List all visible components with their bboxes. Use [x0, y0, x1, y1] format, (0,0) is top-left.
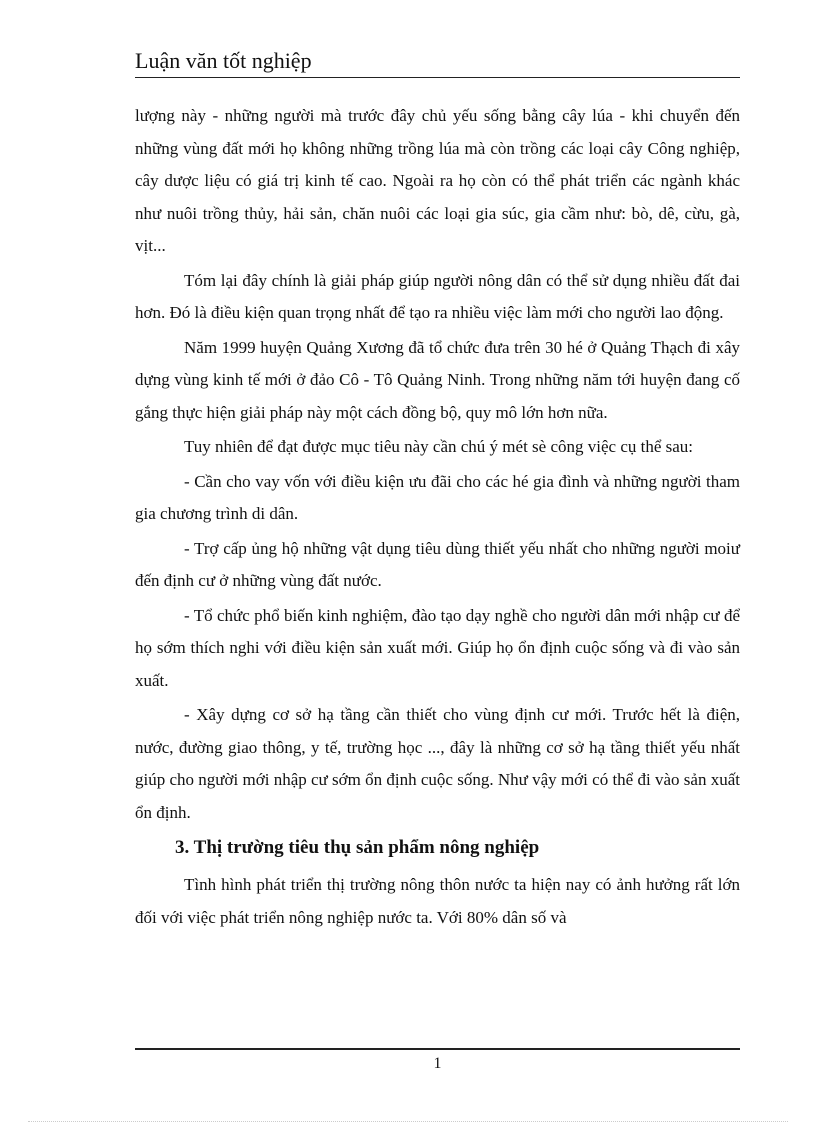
- page-number: 1: [433, 1055, 442, 1072]
- list-item-infrastructure: - Xây dựng cơ sở hạ tầng cần thiết cho vùng định cư mới. Trước hết là điện, nước, đường giao thông, y tế, trường học ..., đây là những cơ sở hạ tầng thiết yếu nhất giúp cho người mới nhập cư sớm ổn định cuộc sống. Như vậy mới có thể đi vào sản xuất ổn định.: [135, 705, 740, 822]
- list-item-subsidy: - Trợ cấp ủng hộ những vật dụng tiêu dùng thiết yếu nhất cho những người moiư đến định cư ở những vùng đất nước.: [135, 538, 740, 590]
- paragraph-quang-xuong: Năm 1999 huyện Quảng Xương đã tổ chức đưa trên 30 hé ở Quảng Thạch đi xây dựng vùng kinh tế mới ở đảo Cô - Tô Quảng Ninh. Trong những năm tới huyện đang cố gắng thực hiện giải pháp này một cách đồng bộ, quy mô lớn hơn nữa.: [135, 337, 740, 422]
- list-item-loans: - Cần cho vay vốn với điều kiện ưu đãi cho các hé gia đình và những người tham gia chương trình di dân.: [135, 471, 740, 523]
- section-heading: 3. Thị trường tiêu thụ sản phẩm nông nghiệp: [175, 837, 540, 858]
- list-item-training: - Tổ chức phổ biến kinh nghiệm, đào tạo dạy nghề cho người dân mới nhập cư để họ sớm thích nghi với điều kiện sản xuất mới. Giúp họ ổn định cuộc sống và đi vào sản xuất.: [135, 605, 740, 690]
- page-header: [135, 44, 740, 78]
- section-paragraph: Tình hình phát triển thị trường nông thôn nước ta hiện nay có ảnh hưởng rất lớn đối với việc phát triển nông nghiệp nước ta. Với 80% dân số và: [135, 875, 740, 927]
- paragraph-continuation: lượng này - những người mà trước đây chủ yếu sống bằng cây lúa - khi chuyển đến những vùng đất mới họ không những trồng lúa mà còn trồng các loại cây Công nghiệp, cây dược liệu có giá trị kinh tế cao. Ngoài ra họ còn có thể phát triển các ngành khác như nuôi trồng thủy, hải sản, chăn nuôi các loại gia súc, gia cầm như: bò, dê, cừu, gà, vịt...: [135, 106, 740, 255]
- document-body: [135, 100, 740, 936]
- paragraph-tasks-intro: Tuy nhiên để đạt được mục tiêu này cần chú ý mét sè công việc cụ thể sau:: [184, 437, 694, 456]
- header-title: Luận văn tốt nghiệp: [135, 48, 312, 73]
- paragraph-summary: Tóm lại đây chính là giải pháp giúp người nông dân có thể sử dụng nhiều đất đai hơn. Đó là điều kiện quan trọng nhất để tạo ra nhiều việc làm mới cho người lao động.: [135, 270, 740, 322]
- page-footer: [135, 1048, 740, 1076]
- page-edge-divider: [28, 1121, 788, 1122]
